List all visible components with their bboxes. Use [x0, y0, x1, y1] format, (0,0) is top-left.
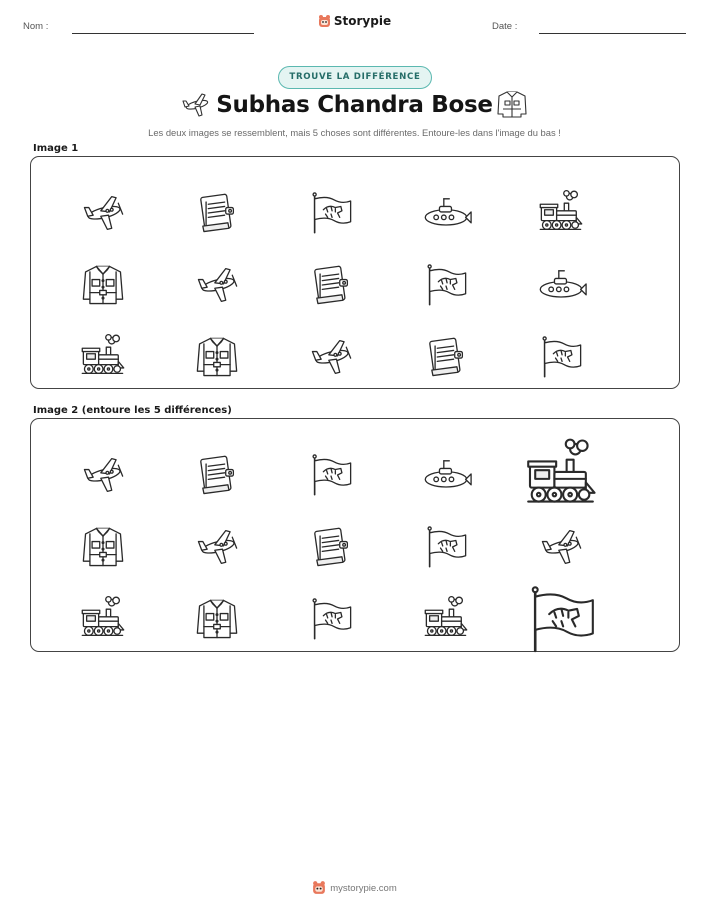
book-icon	[193, 451, 241, 499]
image2-cell-r2-c5[interactable]	[529, 517, 593, 577]
airplane-icon	[307, 333, 355, 381]
image1-cell-r3-c4	[414, 327, 478, 387]
image1-cell-r1-c3	[299, 183, 363, 243]
date-write-line[interactable]	[539, 33, 686, 34]
date-label: Date :	[492, 21, 518, 32]
jacket-icon	[79, 523, 127, 571]
difference-badge: TROUVE LA DIFFÉRENCE	[278, 66, 432, 89]
flag-icon	[307, 189, 355, 237]
image2-cell-r3-c3[interactable]	[299, 589, 363, 649]
jacket-icon	[193, 595, 241, 643]
image2-cell-r2-c2[interactable]	[185, 517, 249, 577]
train-icon	[537, 189, 585, 237]
footer-url[interactable]: mystorypie.com	[330, 883, 397, 894]
image1-cell-r3-c1	[71, 327, 135, 387]
image1-cell-r3-c3	[299, 327, 363, 387]
jacket-icon	[193, 333, 241, 381]
image2-cell-r1-c4[interactable]	[414, 445, 478, 505]
flag-icon	[537, 333, 585, 381]
image2-cell-r3-c1[interactable]	[71, 589, 135, 649]
flag-icon	[422, 523, 470, 571]
uniform-jacket-icon	[497, 88, 527, 120]
brand-header	[0, 14, 709, 28]
image2-cell-r3-c5[interactable]	[529, 589, 593, 649]
image1-cell-r1-c5	[529, 183, 593, 243]
image2-cell-r1-c1[interactable]	[71, 445, 135, 505]
flag-icon	[307, 595, 355, 643]
image2-cell-r3-c2[interactable]	[185, 589, 249, 649]
image2-cell-r3-c4[interactable]	[414, 589, 478, 649]
image2-cell-r2-c4[interactable]	[414, 517, 478, 577]
airplane-icon	[79, 189, 127, 237]
instructions: Les deux images se ressemblent, mais 5 choses sont différentes. Entoure-les dans l'image du bas !	[148, 127, 561, 138]
image1-cell-r1-c1	[71, 183, 135, 243]
image1-cell-r1-c2	[185, 183, 249, 243]
page-title: Subhas Chandra Bose	[216, 92, 493, 118]
storypie-logo-icon	[312, 880, 326, 895]
image1-cell-r2-c3	[299, 255, 363, 315]
train-icon	[79, 595, 127, 643]
name-label: Nom :	[23, 21, 49, 32]
name-write-line[interactable]	[72, 33, 254, 34]
image1-panel	[30, 156, 680, 389]
book-icon	[307, 261, 355, 309]
storypie-logo-icon	[318, 14, 331, 28]
flag-icon	[523, 581, 600, 658]
image2-cell-r2-c1[interactable]	[71, 517, 135, 577]
image2-panel[interactable]	[30, 418, 680, 652]
airplane-icon	[193, 523, 241, 571]
image1-cell-r2-c1	[71, 255, 135, 315]
brand-name: Storypie	[333, 14, 392, 28]
train-icon	[422, 595, 470, 643]
image2-cell-r1-c2[interactable]	[185, 445, 249, 505]
airplane-icon	[537, 523, 585, 571]
book-icon	[193, 189, 241, 237]
image1-cell-r3-c5	[529, 327, 593, 387]
airplane-icon	[193, 261, 241, 309]
airplane-icon	[79, 451, 127, 499]
image2-cell-r2-c3[interactable]	[299, 517, 363, 577]
image1-label: Image 1	[33, 143, 79, 154]
submarine-icon	[422, 451, 470, 499]
image2-label: Image 2 (entoure les 5 différences)	[33, 405, 232, 416]
flag-icon	[422, 261, 470, 309]
flag-icon	[307, 451, 355, 499]
image1-cell-r3-c2	[185, 327, 249, 387]
image1-cell-r1-c4	[414, 183, 478, 243]
footer	[0, 880, 709, 895]
train-icon	[523, 437, 600, 514]
book-icon	[307, 523, 355, 571]
image2-cell-r1-c5[interactable]	[529, 445, 593, 505]
jacket-icon	[79, 261, 127, 309]
image1-cell-r2-c2	[185, 255, 249, 315]
submarine-icon	[537, 261, 585, 309]
image2-cell-r1-c3[interactable]	[299, 445, 363, 505]
image1-cell-r2-c5	[529, 255, 593, 315]
image1-cell-r2-c4	[414, 255, 478, 315]
train-icon	[79, 333, 127, 381]
book-icon	[422, 333, 470, 381]
submarine-icon	[422, 189, 470, 237]
